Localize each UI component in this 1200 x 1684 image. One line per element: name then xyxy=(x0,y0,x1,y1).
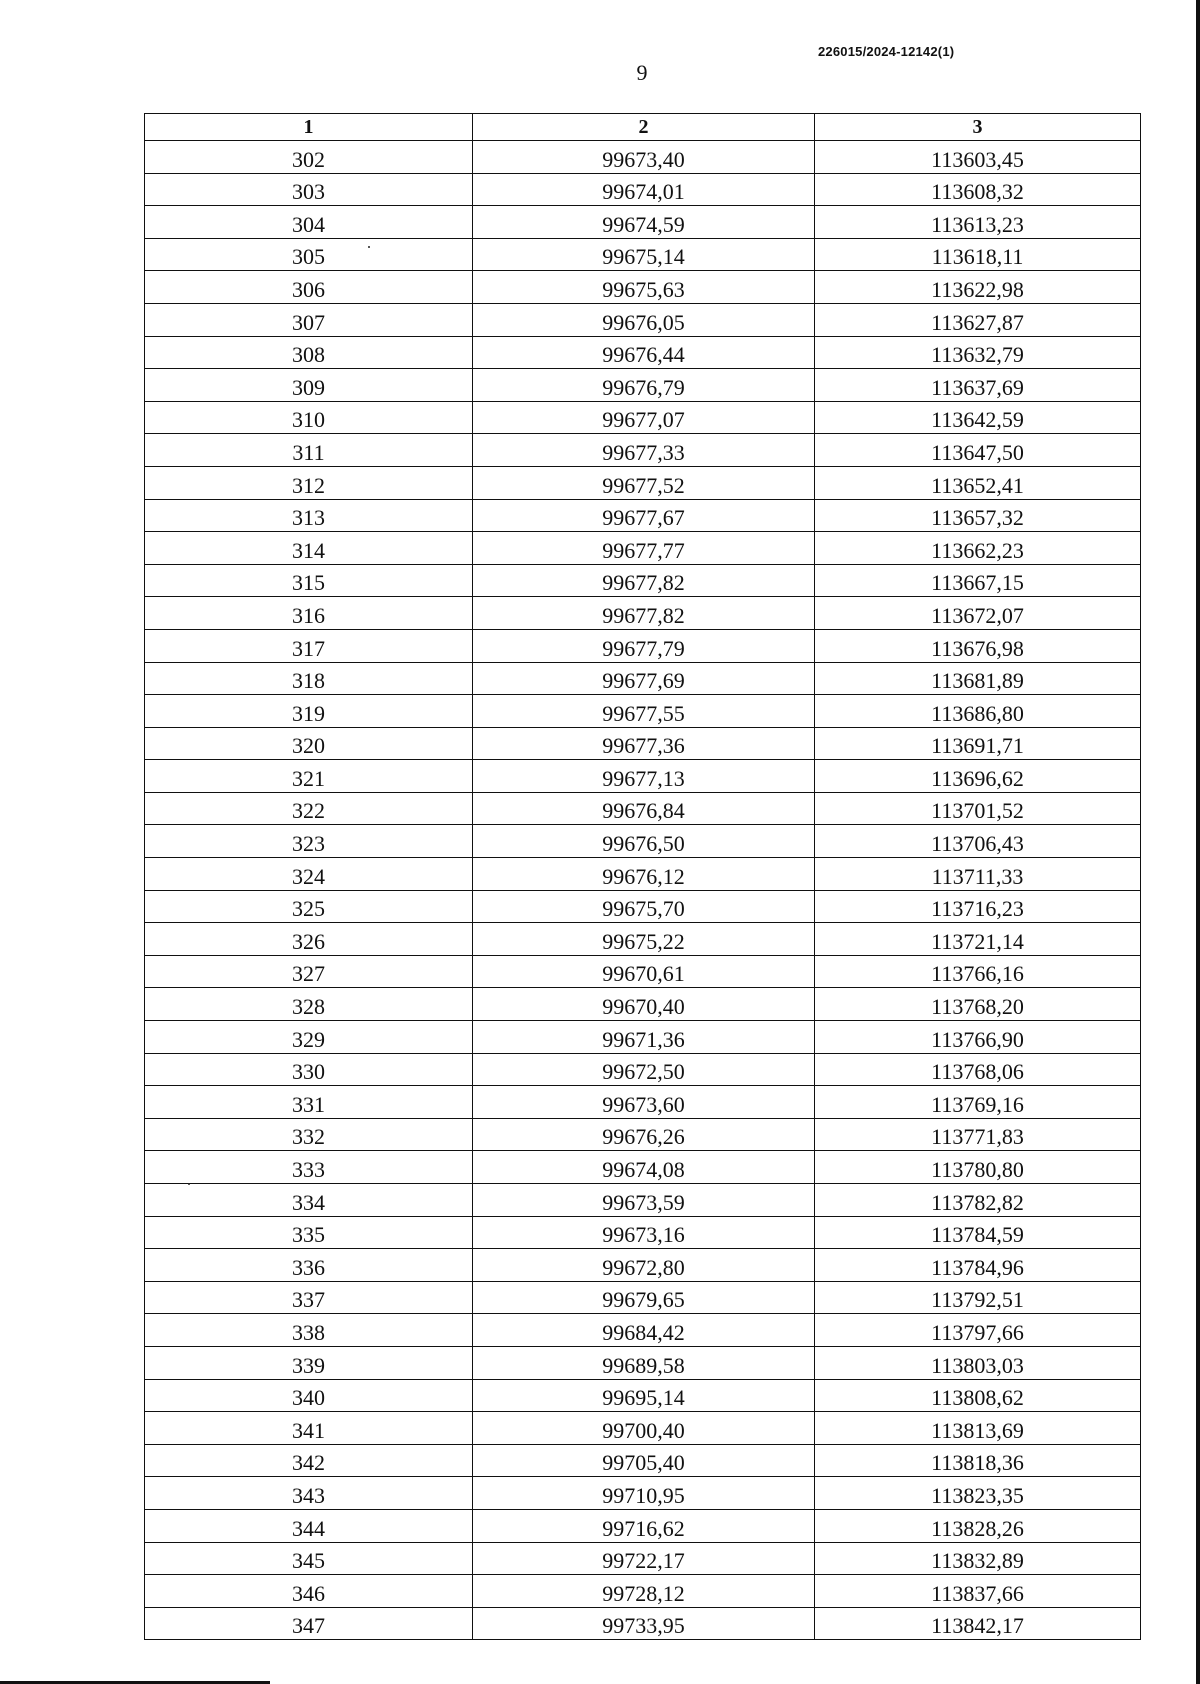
table-row xyxy=(145,1281,1141,1314)
point-number-cell: 343 xyxy=(145,1477,473,1510)
scan-edge-right xyxy=(1196,0,1200,1684)
table-row xyxy=(145,434,1141,467)
point-number-cell: 320 xyxy=(145,727,473,760)
point-number-cell: 330 xyxy=(145,1053,473,1086)
table-row xyxy=(145,1575,1141,1608)
table-header-row xyxy=(145,114,1141,141)
table-row xyxy=(145,597,1141,630)
table-row xyxy=(145,727,1141,760)
x-coordinate-cell: 99675,70 xyxy=(473,890,815,923)
x-coordinate-cell: 99675,22 xyxy=(473,923,815,956)
y-coordinate-cell: 113792,51 xyxy=(815,1281,1141,1314)
point-number-cell: 314 xyxy=(145,532,473,565)
column-header-2: 2 xyxy=(473,114,815,141)
x-coordinate-cell: 99673,40 xyxy=(473,141,815,174)
x-coordinate-cell: 99716,62 xyxy=(473,1509,815,1542)
point-number-cell: 344 xyxy=(145,1509,473,1542)
x-coordinate-cell: 99675,14 xyxy=(473,238,815,271)
point-number-cell: 341 xyxy=(145,1412,473,1445)
table-row xyxy=(145,206,1141,239)
point-number-cell: 339 xyxy=(145,1346,473,1379)
y-coordinate-cell: 113618,11 xyxy=(815,238,1141,271)
y-coordinate-cell: 113768,20 xyxy=(815,988,1141,1021)
table-row xyxy=(145,466,1141,499)
table-row xyxy=(145,564,1141,597)
y-coordinate-cell: 113632,79 xyxy=(815,336,1141,369)
y-coordinate-cell: 113657,32 xyxy=(815,499,1141,532)
x-coordinate-cell: 99674,01 xyxy=(473,173,815,206)
table-row xyxy=(145,499,1141,532)
x-coordinate-cell: 99676,79 xyxy=(473,369,815,402)
x-coordinate-cell: 99677,13 xyxy=(473,760,815,793)
point-number-cell: 319 xyxy=(145,695,473,728)
y-coordinate-cell: 113676,98 xyxy=(815,629,1141,662)
point-number-cell: 311 xyxy=(145,434,473,467)
y-coordinate-cell: 113613,23 xyxy=(815,206,1141,239)
table-row xyxy=(145,1346,1141,1379)
point-number-cell: 329 xyxy=(145,1021,473,1054)
point-number-cell: 316 xyxy=(145,597,473,630)
x-coordinate-cell: 99672,80 xyxy=(473,1249,815,1282)
table-row xyxy=(145,923,1141,956)
x-coordinate-cell: 99677,52 xyxy=(473,466,815,499)
x-coordinate-cell: 99677,33 xyxy=(473,434,815,467)
table-row xyxy=(145,890,1141,923)
point-number-cell: 347 xyxy=(145,1607,473,1640)
x-coordinate-cell: 99679,65 xyxy=(473,1281,815,1314)
table-row xyxy=(145,369,1141,402)
x-coordinate-cell: 99705,40 xyxy=(473,1444,815,1477)
x-coordinate-cell: 99677,67 xyxy=(473,499,815,532)
y-coordinate-cell: 113681,89 xyxy=(815,662,1141,695)
table-row xyxy=(145,988,1141,1021)
y-coordinate-cell: 113766,16 xyxy=(815,955,1141,988)
y-coordinate-cell: 113784,59 xyxy=(815,1216,1141,1249)
y-coordinate-cell: 113782,82 xyxy=(815,1184,1141,1217)
point-number-cell: 338 xyxy=(145,1314,473,1347)
y-coordinate-cell: 113637,69 xyxy=(815,369,1141,402)
table-row xyxy=(145,1249,1141,1282)
x-coordinate-cell: 99676,05 xyxy=(473,303,815,336)
y-coordinate-cell: 113711,33 xyxy=(815,858,1141,891)
x-coordinate-cell: 99676,26 xyxy=(473,1118,815,1151)
y-coordinate-cell: 113652,41 xyxy=(815,466,1141,499)
table-row xyxy=(145,1021,1141,1054)
coordinates-table xyxy=(144,113,1141,1640)
x-coordinate-cell: 99677,79 xyxy=(473,629,815,662)
y-coordinate-cell: 113647,50 xyxy=(815,434,1141,467)
table-row xyxy=(145,1477,1141,1510)
table-row xyxy=(145,1314,1141,1347)
y-coordinate-cell: 113642,59 xyxy=(815,401,1141,434)
x-coordinate-cell: 99677,07 xyxy=(473,401,815,434)
point-number-cell: 324 xyxy=(145,858,473,891)
y-coordinate-cell: 113691,71 xyxy=(815,727,1141,760)
table-row xyxy=(145,173,1141,206)
x-coordinate-cell: 99676,50 xyxy=(473,825,815,858)
x-coordinate-cell: 99677,55 xyxy=(473,695,815,728)
y-coordinate-cell: 113797,66 xyxy=(815,1314,1141,1347)
x-coordinate-cell: 99677,77 xyxy=(473,532,815,565)
point-number-cell: 303 xyxy=(145,173,473,206)
x-coordinate-cell: 99728,12 xyxy=(473,1575,815,1608)
x-coordinate-cell: 99684,42 xyxy=(473,1314,815,1347)
y-coordinate-cell: 113696,62 xyxy=(815,760,1141,793)
x-coordinate-cell: 99676,84 xyxy=(473,792,815,825)
x-coordinate-cell: 99677,36 xyxy=(473,727,815,760)
table-row xyxy=(145,532,1141,565)
point-number-cell: 322 xyxy=(145,792,473,825)
point-number-cell: 321 xyxy=(145,760,473,793)
column-header-1: 1 xyxy=(145,114,473,141)
table-row xyxy=(145,1509,1141,1542)
point-number-cell: 323 xyxy=(145,825,473,858)
point-number-cell: 346 xyxy=(145,1575,473,1608)
y-coordinate-cell: 113828,26 xyxy=(815,1509,1141,1542)
x-coordinate-cell: 99677,69 xyxy=(473,662,815,695)
table-row xyxy=(145,1379,1141,1412)
table-row xyxy=(145,760,1141,793)
table-row xyxy=(145,401,1141,434)
y-coordinate-cell: 113667,15 xyxy=(815,564,1141,597)
table-row xyxy=(145,695,1141,728)
point-number-cell: 342 xyxy=(145,1444,473,1477)
y-coordinate-cell: 113622,98 xyxy=(815,271,1141,304)
table-row xyxy=(145,792,1141,825)
point-number-cell: 327 xyxy=(145,955,473,988)
table-row xyxy=(145,1118,1141,1151)
y-coordinate-cell: 113627,87 xyxy=(815,303,1141,336)
y-coordinate-cell: 113813,69 xyxy=(815,1412,1141,1445)
y-coordinate-cell: 113608,32 xyxy=(815,173,1141,206)
page-number: 9 xyxy=(636,60,648,85)
x-coordinate-cell: 99675,63 xyxy=(473,271,815,304)
table-row xyxy=(145,303,1141,336)
y-coordinate-cell: 113808,62 xyxy=(815,1379,1141,1412)
point-number-cell: 304 xyxy=(145,206,473,239)
table-row xyxy=(145,1151,1141,1184)
column-header-3: 3 xyxy=(815,114,1141,141)
point-number-cell: 310 xyxy=(145,401,473,434)
table-row xyxy=(145,141,1141,174)
x-coordinate-cell: 99673,60 xyxy=(473,1086,815,1119)
table-row xyxy=(145,1216,1141,1249)
point-number-cell: 334 xyxy=(145,1184,473,1217)
point-number-cell: 328 xyxy=(145,988,473,1021)
x-coordinate-cell: 99673,16 xyxy=(473,1216,815,1249)
y-coordinate-cell: 113780,80 xyxy=(815,1151,1141,1184)
y-coordinate-cell: 113823,35 xyxy=(815,1477,1141,1510)
table-row xyxy=(145,858,1141,891)
x-coordinate-cell: 99677,82 xyxy=(473,564,815,597)
x-coordinate-cell: 99689,58 xyxy=(473,1346,815,1379)
table-row xyxy=(145,271,1141,304)
point-number-cell: 333 xyxy=(145,1151,473,1184)
table-row xyxy=(145,955,1141,988)
x-coordinate-cell: 99674,08 xyxy=(473,1151,815,1184)
scan-speck xyxy=(368,246,370,248)
x-coordinate-cell: 99733,95 xyxy=(473,1607,815,1640)
x-coordinate-cell: 99671,36 xyxy=(473,1021,815,1054)
y-coordinate-cell: 113701,52 xyxy=(815,792,1141,825)
x-coordinate-cell: 99674,59 xyxy=(473,206,815,239)
point-number-cell: 337 xyxy=(145,1281,473,1314)
y-coordinate-cell: 113662,23 xyxy=(815,532,1141,565)
table-row xyxy=(145,1444,1141,1477)
x-coordinate-cell: 99695,14 xyxy=(473,1379,815,1412)
y-coordinate-cell: 113803,03 xyxy=(815,1346,1141,1379)
table-row xyxy=(145,1412,1141,1445)
point-number-cell: 307 xyxy=(145,303,473,336)
point-number-cell: 305 xyxy=(145,238,473,271)
y-coordinate-cell: 113832,89 xyxy=(815,1542,1141,1575)
x-coordinate-cell: 99670,40 xyxy=(473,988,815,1021)
y-coordinate-cell: 113706,43 xyxy=(815,825,1141,858)
y-coordinate-cell: 113842,17 xyxy=(815,1607,1141,1640)
y-coordinate-cell: 113766,90 xyxy=(815,1021,1141,1054)
point-number-cell: 317 xyxy=(145,629,473,662)
y-coordinate-cell: 113603,45 xyxy=(815,141,1141,174)
x-coordinate-cell: 99700,40 xyxy=(473,1412,815,1445)
point-number-cell: 340 xyxy=(145,1379,473,1412)
point-number-cell: 332 xyxy=(145,1118,473,1151)
x-coordinate-cell: 99677,82 xyxy=(473,597,815,630)
table-row xyxy=(145,1184,1141,1217)
table-row xyxy=(145,1542,1141,1575)
table-row xyxy=(145,238,1141,271)
table-row xyxy=(145,336,1141,369)
x-coordinate-cell: 99722,17 xyxy=(473,1542,815,1575)
y-coordinate-cell: 113672,07 xyxy=(815,597,1141,630)
y-coordinate-cell: 113769,16 xyxy=(815,1086,1141,1119)
point-number-cell: 302 xyxy=(145,141,473,174)
table-row xyxy=(145,662,1141,695)
point-number-cell: 312 xyxy=(145,466,473,499)
x-coordinate-cell: 99676,44 xyxy=(473,336,815,369)
x-coordinate-cell: 99710,95 xyxy=(473,1477,815,1510)
point-number-cell: 336 xyxy=(145,1249,473,1282)
x-coordinate-cell: 99670,61 xyxy=(473,955,815,988)
y-coordinate-cell: 113818,36 xyxy=(815,1444,1141,1477)
point-number-cell: 306 xyxy=(145,271,473,304)
table-body xyxy=(145,141,1141,1640)
y-coordinate-cell: 113721,14 xyxy=(815,923,1141,956)
point-number-cell: 318 xyxy=(145,662,473,695)
y-coordinate-cell: 113716,23 xyxy=(815,890,1141,923)
table-row xyxy=(145,1053,1141,1086)
point-number-cell: 308 xyxy=(145,336,473,369)
x-coordinate-cell: 99676,12 xyxy=(473,858,815,891)
scan-speck xyxy=(188,1183,190,1185)
document-number: 226015/2024-12142(1) xyxy=(818,44,955,59)
point-number-cell: 345 xyxy=(145,1542,473,1575)
y-coordinate-cell: 113768,06 xyxy=(815,1053,1141,1086)
x-coordinate-cell: 99672,50 xyxy=(473,1053,815,1086)
point-number-cell: 326 xyxy=(145,923,473,956)
table-row xyxy=(145,1086,1141,1119)
point-number-cell: 313 xyxy=(145,499,473,532)
point-number-cell: 315 xyxy=(145,564,473,597)
y-coordinate-cell: 113771,83 xyxy=(815,1118,1141,1151)
y-coordinate-cell: 113686,80 xyxy=(815,695,1141,728)
table-row xyxy=(145,629,1141,662)
table-row xyxy=(145,1607,1141,1640)
point-number-cell: 331 xyxy=(145,1086,473,1119)
table-row xyxy=(145,825,1141,858)
y-coordinate-cell: 113784,96 xyxy=(815,1249,1141,1282)
x-coordinate-cell: 99673,59 xyxy=(473,1184,815,1217)
y-coordinate-cell: 113837,66 xyxy=(815,1575,1141,1608)
point-number-cell: 309 xyxy=(145,369,473,402)
point-number-cell: 335 xyxy=(145,1216,473,1249)
point-number-cell: 325 xyxy=(145,890,473,923)
